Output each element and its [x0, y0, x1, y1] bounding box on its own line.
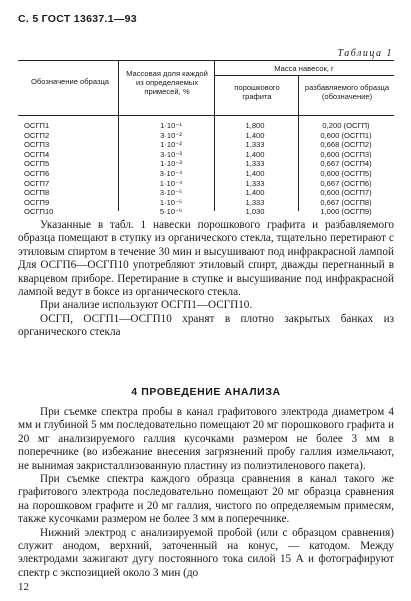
cell-diluted: 0,600 (ОСГП1)	[320, 130, 372, 140]
page-number: 12	[18, 581, 29, 593]
cell-diluted: 0,600 (ОСГП3)	[320, 149, 372, 159]
cell-designation: ОСГП7	[24, 178, 50, 188]
cell-diluted: 0,600 (ОСГП7)	[320, 188, 372, 198]
table-row	[18, 140, 394, 150]
cell-diluted: 1,000 (ОСГП9)	[320, 207, 372, 217]
cell-fraction: 1·10⁻⁴	[159, 178, 183, 188]
table-row	[18, 179, 394, 189]
table-rule	[214, 75, 394, 76]
cell-fraction: 1·10⁻⁵	[159, 197, 183, 207]
cell-designation: ОСГП5	[24, 159, 50, 169]
header-powder: порошкового графита	[234, 83, 280, 101]
cell-diluted: 0,200 (ОСГП)	[322, 121, 370, 130]
table-rule	[18, 115, 394, 116]
cell-powder: 1,333	[245, 159, 265, 169]
cell-designation: ОСГП3	[24, 140, 50, 150]
cell-fraction: 3·10⁻⁴	[159, 168, 183, 178]
header-mass-fraction: Массовая доля каждой из определяемых примесей, %	[126, 69, 208, 96]
table-row	[18, 207, 394, 217]
cell-powder: 1,800	[245, 121, 265, 130]
cell-fraction: 3·10⁻³	[160, 149, 182, 159]
cell-fraction: 1·10⁻¹	[160, 121, 182, 130]
cell-powder: 1,400	[245, 149, 265, 159]
cell-diluted: 0,667 (ОСГП6)	[320, 178, 372, 188]
cell-powder: 1,400	[245, 168, 265, 178]
table-body	[18, 121, 394, 217]
cell-diluted: 0,668 (ОСГП2)	[320, 140, 372, 150]
paragraph: Указанные в табл. 1 навески порошкового графита и разбавляемого образца помещают в ступку из органического стекла, тщательно перетирают с этиловым спиртом в течение 30 мин и высушивают под инфракрасной лампой Для ОСГП6—ОСГП10 употребляют этиловый спирт, дважды перегнанный в кварцевом приборе. Перетирание в ступке и высушивание под инфракрасной лампой ведут в боксе из органического стекла.	[18, 219, 394, 299]
cell-fraction: 3·10⁻⁵	[159, 188, 183, 198]
cell-fraction: 3·10⁻²	[160, 130, 182, 140]
cell-designation: ОСГП10	[24, 207, 54, 217]
table-row	[18, 159, 394, 169]
cell-powder: 1,333	[245, 140, 265, 150]
header-designation: Обозначение образца	[30, 77, 110, 86]
cell-fraction: 5·10⁻⁶	[159, 207, 183, 217]
table-row	[18, 198, 394, 208]
table-row	[18, 131, 394, 141]
cell-designation: ОСГП1	[24, 121, 50, 130]
data-table	[18, 60, 394, 217]
paragraph: При съемке спектра каждого образца сравнения в канал такого же графитового электрода последовательно помещают 20 мг образца сравнения на порошковом графите и 20 мг галлия, чистого по определяемым примесям, также кусочками размером не более 3 мм в поперечнике.	[18, 473, 394, 526]
cell-designation: ОСГП9	[24, 197, 50, 207]
table-caption: Таблица 1	[337, 48, 393, 59]
table-row	[18, 121, 394, 131]
paragraph: Нижний электрод с анализируемой пробой (или с образцом сравнения) служит анодом, верхний, заточенный на конус, — катодом. Между электродами зажигают дугу постоянного тока силой 15 А и фотографируют спектр с экспозицией около 3 мин (до	[18, 526, 394, 579]
header-diluted: разбавляемого образца (обозначение)	[304, 83, 390, 101]
section-title: 4 ПРОВЕДЕНИЕ АНАЛИЗА	[131, 386, 281, 398]
header-mass-group: Масса навесок, г	[274, 64, 334, 73]
cell-diluted: 0,667 (ОСГП8)	[320, 197, 372, 207]
cell-powder: 1,333	[245, 178, 265, 188]
cell-designation: ОСГП8	[24, 188, 50, 198]
paragraph: При анализе используют ОСГП1—ОСГП10.	[40, 299, 253, 312]
running-header: С. 5 ГОСТ 13637.1—93	[18, 13, 137, 25]
text-block-bottom	[18, 406, 394, 580]
cell-powder: 1,030	[245, 207, 265, 217]
paragraph: При съемке спектра пробы в канал графитового электрода диаметром 4 мм и глубиной 5 мм последовательно помещают 20 мг порошкового графита и 20 мг анализируемого галлия кусочками размером не более 3 мм в поперечнике (во избежание внесения загрязнений пробу галлия измельчают, не вынимая закристаллизованную пластину из полиэтиленового пакета).	[18, 406, 394, 472]
cell-designation: ОСГП6	[24, 168, 50, 178]
cell-fraction: 1·10⁻³	[160, 159, 182, 169]
paragraph: ОСГП, ОСГП1—ОСГП10 хранят в плотно закрытых банках из органического стекла	[18, 312, 394, 339]
table-row	[18, 150, 394, 160]
cell-diluted: 0,600 (ОСГП5)	[320, 168, 372, 178]
text-block-top	[18, 219, 394, 340]
cell-powder: 1,333	[245, 197, 265, 207]
cell-fraction: 1·10⁻²	[160, 140, 182, 150]
cell-designation: ОСГП4	[24, 149, 50, 159]
table-row	[18, 188, 394, 198]
cell-powder: 1,400	[245, 130, 265, 140]
cell-diluted: 0,667 (ОСГП4)	[320, 159, 372, 169]
cell-designation: ОСГП2	[24, 130, 50, 140]
cell-powder: 1,400	[245, 188, 265, 198]
table-row	[18, 169, 394, 179]
